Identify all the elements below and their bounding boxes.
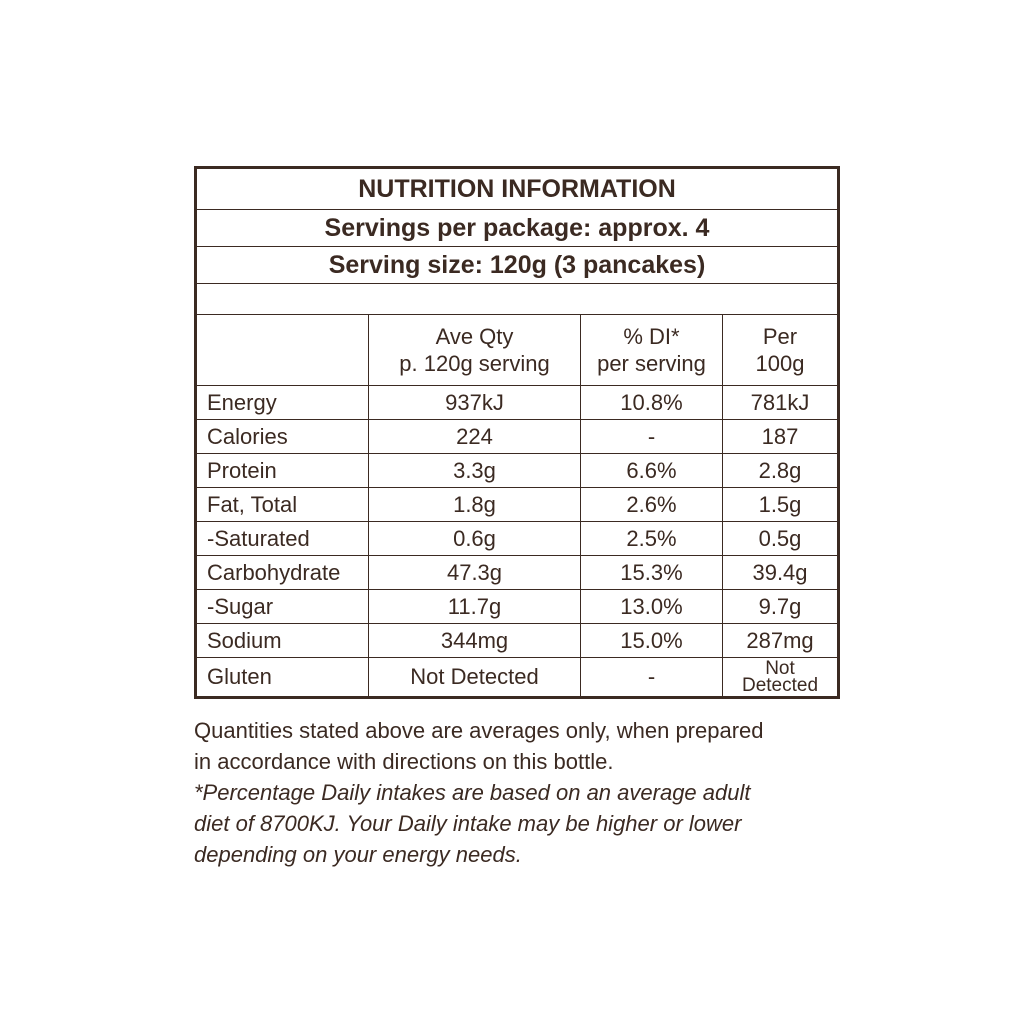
servings-per-package: Servings per package: approx. 4 bbox=[196, 210, 839, 247]
ave-qty-value: 47.3g bbox=[369, 556, 581, 590]
note-line: Quantities stated above are averages only, when prepared bbox=[194, 718, 764, 743]
per100-value: 1.5g bbox=[723, 488, 839, 522]
per100-value: 2.8g bbox=[723, 454, 839, 488]
ave-qty-value: 937kJ bbox=[369, 386, 581, 420]
per100-value bbox=[723, 658, 839, 698]
note-line-italic: diet of 8700KJ. Your Daily intake may be higher or lower bbox=[194, 811, 742, 836]
nutrient-name: Calories bbox=[196, 420, 369, 454]
footnotes bbox=[194, 715, 837, 870]
di-line2: per serving bbox=[597, 351, 706, 376]
per100-value: 39.4g bbox=[723, 556, 839, 590]
table-row-gluten bbox=[196, 658, 839, 698]
column-header-per100 bbox=[723, 315, 839, 386]
table-row bbox=[196, 624, 839, 658]
table-title: NUTRITION INFORMATION bbox=[196, 168, 839, 210]
di-value: 15.3% bbox=[581, 556, 723, 590]
per100-value: 781kJ bbox=[723, 386, 839, 420]
blank-row bbox=[196, 284, 839, 315]
serving-size: Serving size: 120g (3 pancakes) bbox=[196, 247, 839, 284]
table-row bbox=[196, 386, 839, 420]
ave-qty-value: 0.6g bbox=[369, 522, 581, 556]
ave-qty-value: 344mg bbox=[369, 624, 581, 658]
di-value: 6.6% bbox=[581, 454, 723, 488]
nutrient-name: -Saturated bbox=[196, 522, 369, 556]
nutrient-name: Carbohydrate bbox=[196, 556, 369, 590]
di-value: 2.5% bbox=[581, 522, 723, 556]
table-row bbox=[196, 590, 839, 624]
per100-line2: 100g bbox=[755, 351, 805, 376]
column-header-row bbox=[196, 315, 839, 386]
di-value: - bbox=[581, 658, 723, 698]
di-value: - bbox=[581, 420, 723, 454]
per100-gluten-line2: Detected bbox=[741, 675, 819, 696]
per100-value: 0.5g bbox=[723, 522, 839, 556]
column-header-di bbox=[581, 315, 723, 386]
nutrient-name: Fat, Total bbox=[196, 488, 369, 522]
ave-qty-value: 3.3g bbox=[369, 454, 581, 488]
column-header-ave-qty bbox=[369, 315, 581, 386]
note-line-italic: depending on your energy needs. bbox=[194, 842, 522, 867]
di-line1: % DI* bbox=[623, 324, 680, 349]
table-row bbox=[196, 556, 839, 590]
di-value: 2.6% bbox=[581, 488, 723, 522]
table-row bbox=[196, 488, 839, 522]
ave-qty-line1: Ave Qty bbox=[435, 324, 514, 349]
nutrient-name: Gluten bbox=[196, 658, 369, 698]
per100-gluten-line1: Not bbox=[765, 658, 795, 679]
per100-value: 187 bbox=[723, 420, 839, 454]
nutrient-name: Sodium bbox=[196, 624, 369, 658]
nutrition-label bbox=[194, 166, 837, 870]
column-header-nutrient bbox=[196, 315, 369, 386]
table-row bbox=[196, 454, 839, 488]
per100-line1: Per bbox=[762, 324, 798, 349]
per100-value: 9.7g bbox=[723, 590, 839, 624]
note-line: in accordance with directions on this bottle. bbox=[194, 749, 614, 774]
note-line-italic: *Percentage Daily intakes are based on an average adult bbox=[194, 780, 751, 805]
nutrition-table bbox=[194, 166, 840, 699]
per100-value: 287mg bbox=[723, 624, 839, 658]
ave-qty-value: 1.8g bbox=[369, 488, 581, 522]
ave-qty-line2: p. 120g serving bbox=[399, 351, 550, 376]
di-value: 15.0% bbox=[581, 624, 723, 658]
table-row bbox=[196, 420, 839, 454]
ave-qty-value: 11.7g bbox=[369, 590, 581, 624]
nutrient-name: Protein bbox=[196, 454, 369, 488]
nutrient-name: Energy bbox=[196, 386, 369, 420]
table-row bbox=[196, 522, 839, 556]
ave-qty-value: 224 bbox=[369, 420, 581, 454]
di-value: 10.8% bbox=[581, 386, 723, 420]
di-value: 13.0% bbox=[581, 590, 723, 624]
ave-qty-value: Not Detected bbox=[369, 658, 581, 698]
nutrient-name: -Sugar bbox=[196, 590, 369, 624]
